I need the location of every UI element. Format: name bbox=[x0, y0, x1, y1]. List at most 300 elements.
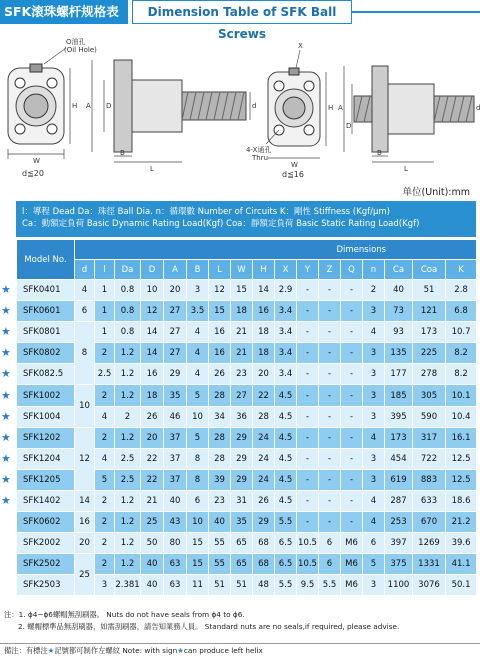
cell-coa: 670 bbox=[413, 512, 446, 533]
cell-z: - bbox=[319, 280, 341, 301]
dimensions-header: Dimensions bbox=[75, 240, 477, 260]
cell-d: 12 bbox=[141, 301, 164, 322]
cell-z: 6 bbox=[319, 533, 341, 554]
col-header-w: W bbox=[231, 260, 253, 280]
cell-n: 3 bbox=[363, 364, 385, 385]
cell-d: 12 bbox=[75, 427, 95, 490]
cell-h: 22 bbox=[253, 385, 275, 406]
cell-y: - bbox=[297, 469, 319, 490]
cell-w: 21 bbox=[231, 343, 253, 364]
cell-w: 21 bbox=[231, 322, 253, 343]
cell-ca: 375 bbox=[385, 554, 413, 575]
cell-y: - bbox=[297, 448, 319, 469]
cell-d: 10 bbox=[141, 280, 164, 301]
right-side-view bbox=[338, 66, 480, 173]
col-header-d: d bbox=[75, 260, 95, 280]
footer-note bbox=[4, 646, 263, 656]
cell-ca: 454 bbox=[385, 448, 413, 469]
cell-coa: 633 bbox=[413, 490, 446, 511]
legend-line-1: l：導程 Dead Da：珠徑 Ball Dia. n：循環數 Number of Circuits K：剛性 Stiffness (Kgf/μm) bbox=[22, 207, 390, 217]
col-header-y: Y bbox=[297, 260, 319, 280]
cell-q: - bbox=[341, 512, 363, 533]
cell-ca: 619 bbox=[385, 469, 413, 490]
cell-k: 2.8 bbox=[446, 280, 477, 301]
model-cell: SFK2503 bbox=[17, 575, 75, 596]
col-header-l: l bbox=[95, 260, 115, 280]
footer-divider bbox=[0, 643, 480, 644]
col-header-q: Q bbox=[341, 260, 363, 280]
cell-a: 63 bbox=[164, 554, 187, 575]
cell-x: 4.5 bbox=[275, 469, 297, 490]
cell-l: 2 bbox=[95, 533, 115, 554]
legend-box bbox=[16, 201, 476, 237]
left-d-limit: d≦20 bbox=[22, 169, 44, 178]
cell-y: - bbox=[297, 406, 319, 427]
cell-a: 20 bbox=[164, 280, 187, 301]
cell-b: 5 bbox=[187, 385, 209, 406]
cell-n: 4 bbox=[363, 490, 385, 511]
left-a-label: A bbox=[86, 102, 91, 110]
cell-y: - bbox=[297, 427, 319, 448]
star-icon: ★ bbox=[1, 409, 11, 423]
cell-x: 4.5 bbox=[275, 385, 297, 406]
cell-n: 3 bbox=[363, 469, 385, 490]
cell-w: 27 bbox=[231, 385, 253, 406]
table-row bbox=[17, 533, 477, 554]
cell-x: 5.5 bbox=[275, 512, 297, 533]
cell-a: 27 bbox=[164, 301, 187, 322]
cell-z: 6 bbox=[319, 554, 341, 575]
star-icon: ★ bbox=[1, 367, 11, 381]
cell-y: 10.5 bbox=[297, 533, 319, 554]
cell-k: 6.8 bbox=[446, 301, 477, 322]
cell-coa: 121 bbox=[413, 301, 446, 322]
star-icon: ★ bbox=[1, 283, 11, 297]
col-header-x: X bbox=[275, 260, 297, 280]
cell-ca: 1100 bbox=[385, 575, 413, 596]
cell-w: 29 bbox=[231, 427, 253, 448]
left-front-view bbox=[8, 37, 97, 178]
cell-coa: 278 bbox=[413, 364, 446, 385]
cell-d: 14 bbox=[75, 490, 95, 511]
cell-d: 50 bbox=[141, 533, 164, 554]
model-cell: SFK0601 bbox=[17, 301, 75, 322]
footer-text-c: can produce left helix bbox=[183, 646, 263, 655]
cell-h: 24 bbox=[253, 448, 275, 469]
cell-l: 15 bbox=[209, 301, 231, 322]
cell-x: 2.9 bbox=[275, 280, 297, 301]
cell-b: 10 bbox=[187, 512, 209, 533]
cell-x: 3.4 bbox=[275, 322, 297, 343]
cell-k: 8.2 bbox=[446, 343, 477, 364]
cell-q: - bbox=[341, 406, 363, 427]
cell-l: 4 bbox=[95, 406, 115, 427]
model-cell: SFK0802 bbox=[17, 343, 75, 364]
table-row bbox=[17, 490, 477, 511]
cell-da: 2.5 bbox=[115, 448, 141, 469]
cell-coa: 3076 bbox=[413, 575, 446, 596]
model-cell: SFK1004 bbox=[17, 406, 75, 427]
cell-d: 14 bbox=[141, 343, 164, 364]
cell-d: 22 bbox=[141, 469, 164, 490]
title-chinese: SFK滚珠螺杆规格表 bbox=[0, 0, 128, 24]
cell-h: 68 bbox=[253, 554, 275, 575]
cell-d: 40 bbox=[141, 575, 164, 596]
drawing-svg bbox=[0, 28, 480, 178]
cell-q: - bbox=[341, 427, 363, 448]
cell-b: 6 bbox=[187, 490, 209, 511]
cell-q: M6 bbox=[341, 575, 363, 596]
footer-text-a: 備注：有標注 bbox=[4, 646, 48, 655]
cell-n: 3 bbox=[363, 448, 385, 469]
cell-q: - bbox=[341, 448, 363, 469]
cell-q: - bbox=[341, 469, 363, 490]
cell-da: 2.381 bbox=[115, 575, 141, 596]
cell-coa: 1269 bbox=[413, 533, 446, 554]
cell-h: 68 bbox=[253, 533, 275, 554]
cell-z: 5.5 bbox=[319, 575, 341, 596]
cell-h: 14 bbox=[253, 280, 275, 301]
right-front-view bbox=[246, 42, 333, 178]
star-icon: ★ bbox=[1, 304, 11, 318]
cell-a: 63 bbox=[164, 575, 187, 596]
cell-n: 2 bbox=[363, 280, 385, 301]
cell-da: 1.2 bbox=[115, 385, 141, 406]
right-a-label: A bbox=[338, 104, 343, 112]
cell-a: 35 bbox=[164, 385, 187, 406]
cell-z: - bbox=[319, 322, 341, 343]
cell-l: 28 bbox=[209, 448, 231, 469]
cell-a: 37 bbox=[164, 469, 187, 490]
col-header-coa: Coa bbox=[413, 260, 446, 280]
table-row bbox=[17, 512, 477, 533]
cell-ca: 177 bbox=[385, 364, 413, 385]
cell-l: 2 bbox=[95, 427, 115, 448]
cell-k: 21.2 bbox=[446, 512, 477, 533]
cell-z: - bbox=[319, 343, 341, 364]
cell-l: 5 bbox=[95, 469, 115, 490]
cell-x: 3.4 bbox=[275, 301, 297, 322]
right-l-label: L bbox=[404, 165, 408, 173]
col-header-da: Da bbox=[115, 260, 141, 280]
cell-ca: 395 bbox=[385, 406, 413, 427]
cell-b: 5 bbox=[187, 427, 209, 448]
col-header-ca: Ca bbox=[385, 260, 413, 280]
cell-w: 65 bbox=[231, 533, 253, 554]
star-icon: ★ bbox=[1, 346, 11, 360]
table-row bbox=[17, 385, 477, 406]
cell-a: 29 bbox=[164, 364, 187, 385]
star-icon: ★ bbox=[1, 325, 11, 339]
cell-x: 4.5 bbox=[275, 406, 297, 427]
cell-coa: 225 bbox=[413, 343, 446, 364]
cell-w: 23 bbox=[231, 364, 253, 385]
cell-ca: 173 bbox=[385, 427, 413, 448]
cell-l: 40 bbox=[209, 512, 231, 533]
cell-y: - bbox=[297, 512, 319, 533]
cell-q: M6 bbox=[341, 554, 363, 575]
table-row bbox=[17, 301, 477, 322]
cell-h: 18 bbox=[253, 322, 275, 343]
cell-n: 4 bbox=[363, 512, 385, 533]
cell-n: 3 bbox=[363, 385, 385, 406]
cell-w: 29 bbox=[231, 469, 253, 490]
cell-k: 8.2 bbox=[446, 364, 477, 385]
cell-w: 31 bbox=[231, 490, 253, 511]
cell-a: 37 bbox=[164, 427, 187, 448]
cell-w: 15 bbox=[231, 280, 253, 301]
technical-drawings bbox=[0, 28, 480, 178]
cell-a: 37 bbox=[164, 448, 187, 469]
cell-x: 6.5 bbox=[275, 533, 297, 554]
cell-w: 36 bbox=[231, 406, 253, 427]
cell-a: 40 bbox=[164, 490, 187, 511]
cell-ca: 397 bbox=[385, 533, 413, 554]
cell-h: 29 bbox=[253, 512, 275, 533]
cell-d: 21 bbox=[141, 490, 164, 511]
page-header bbox=[0, 0, 480, 41]
cell-k: 50.1 bbox=[446, 575, 477, 596]
notes-block bbox=[4, 609, 480, 633]
star-icon: ★ bbox=[1, 493, 11, 507]
cell-n: 6 bbox=[363, 533, 385, 554]
cell-x: 5.5 bbox=[275, 575, 297, 596]
cell-ca: 287 bbox=[385, 490, 413, 511]
model-cell: SFK0801 bbox=[17, 322, 75, 343]
cell-coa: 590 bbox=[413, 406, 446, 427]
col-header-d: D bbox=[141, 260, 164, 280]
col-header-n: n bbox=[363, 260, 385, 280]
cell-b: 4 bbox=[187, 364, 209, 385]
cell-b: 15 bbox=[187, 533, 209, 554]
cell-l: 1 bbox=[95, 301, 115, 322]
left-l-label: L bbox=[150, 165, 154, 173]
cell-k: 12.5 bbox=[446, 469, 477, 490]
cell-q: - bbox=[341, 364, 363, 385]
cell-coa: 51 bbox=[413, 280, 446, 301]
cell-k: 16.1 bbox=[446, 427, 477, 448]
cell-q: - bbox=[341, 490, 363, 511]
cell-d: 25 bbox=[141, 512, 164, 533]
cell-h: 48 bbox=[253, 575, 275, 596]
cell-y: - bbox=[297, 490, 319, 511]
cell-z: - bbox=[319, 512, 341, 533]
cell-da: 1.2 bbox=[115, 533, 141, 554]
cell-da: 1.2 bbox=[115, 343, 141, 364]
cell-b: 11 bbox=[187, 575, 209, 596]
cell-da: 1.2 bbox=[115, 512, 141, 533]
col-header-a: A bbox=[164, 260, 187, 280]
cell-ca: 40 bbox=[385, 280, 413, 301]
cell-k: 18.6 bbox=[446, 490, 477, 511]
cell-k: 10.4 bbox=[446, 406, 477, 427]
cell-l: 28 bbox=[209, 385, 231, 406]
cell-da: 1.2 bbox=[115, 490, 141, 511]
cell-b: 8 bbox=[187, 448, 209, 469]
cell-y: - bbox=[297, 280, 319, 301]
cell-l: 51 bbox=[209, 575, 231, 596]
cell-z: - bbox=[319, 406, 341, 427]
cell-a: 27 bbox=[164, 343, 187, 364]
cell-x: 6.5 bbox=[275, 554, 297, 575]
table-row bbox=[17, 427, 477, 448]
cell-b: 8 bbox=[187, 469, 209, 490]
cell-k: 10.7 bbox=[446, 322, 477, 343]
cell-coa: 722 bbox=[413, 448, 446, 469]
cell-b: 10 bbox=[187, 406, 209, 427]
cell-l: 26 bbox=[209, 364, 231, 385]
right-b-label: B bbox=[377, 149, 382, 157]
cell-q: - bbox=[341, 301, 363, 322]
cell-w: 29 bbox=[231, 448, 253, 469]
cell-q: - bbox=[341, 385, 363, 406]
cell-l: 2 bbox=[95, 385, 115, 406]
cell-y: - bbox=[297, 385, 319, 406]
cell-x: 3.4 bbox=[275, 364, 297, 385]
col-header-h: H bbox=[253, 260, 275, 280]
cell-q: M6 bbox=[341, 533, 363, 554]
table-row bbox=[17, 280, 477, 301]
cell-l: 12 bbox=[209, 280, 231, 301]
note-1: 注：1. ϕ4~ϕ6螺帽無刮刷器。 Nuts do not have seals from ϕ4 to ϕ6. bbox=[4, 610, 245, 619]
model-cell: SFK1402 bbox=[17, 490, 75, 511]
col-header-b: B bbox=[187, 260, 209, 280]
table-row bbox=[17, 322, 477, 343]
header-rule bbox=[352, 11, 480, 13]
cell-x: 4.5 bbox=[275, 490, 297, 511]
cell-coa: 305 bbox=[413, 385, 446, 406]
right-small-d-label: d bbox=[476, 104, 480, 112]
cell-w: 65 bbox=[231, 554, 253, 575]
cell-l: 2 bbox=[95, 343, 115, 364]
cell-z: - bbox=[319, 364, 341, 385]
cell-d: 20 bbox=[141, 427, 164, 448]
model-cell: SFK0401 bbox=[17, 280, 75, 301]
cell-z: - bbox=[319, 469, 341, 490]
cell-d: 4 bbox=[75, 280, 95, 301]
cell-da: 1.2 bbox=[115, 554, 141, 575]
cell-l: 16 bbox=[209, 322, 231, 343]
cell-w: 51 bbox=[231, 575, 253, 596]
cell-y: - bbox=[297, 301, 319, 322]
cell-y: 10.5 bbox=[297, 554, 319, 575]
cell-l: 55 bbox=[209, 533, 231, 554]
cell-a: 80 bbox=[164, 533, 187, 554]
cell-h: 20 bbox=[253, 364, 275, 385]
thru-hole-en-label: Thru bbox=[252, 154, 269, 162]
cell-b: 4 bbox=[187, 343, 209, 364]
cell-l: 3 bbox=[95, 575, 115, 596]
cell-q: - bbox=[341, 322, 363, 343]
cell-d: 40 bbox=[141, 554, 164, 575]
cell-q: - bbox=[341, 343, 363, 364]
right-D-label: D bbox=[346, 122, 352, 130]
unit-label: 单位(Unit):mm bbox=[402, 187, 470, 198]
cell-q: - bbox=[341, 280, 363, 301]
right-x-label: X bbox=[298, 42, 303, 50]
cell-ca: 253 bbox=[385, 512, 413, 533]
cell-d: 14 bbox=[141, 322, 164, 343]
cell-l: 2 bbox=[95, 554, 115, 575]
cell-b: 3.5 bbox=[187, 301, 209, 322]
cell-d: 22 bbox=[141, 448, 164, 469]
cell-l: 2 bbox=[95, 490, 115, 511]
cell-d: 10 bbox=[75, 385, 95, 427]
table-row bbox=[17, 554, 477, 575]
star-icon: ★ bbox=[1, 388, 11, 402]
model-cell: SFK0602 bbox=[17, 512, 75, 533]
cell-a: 27 bbox=[164, 322, 187, 343]
model-cell: SFK2502 bbox=[17, 554, 75, 575]
col-header-z: Z bbox=[319, 260, 341, 280]
model-cell: SFK1202 bbox=[17, 427, 75, 448]
cell-l: 55 bbox=[209, 554, 231, 575]
left-h-label: H bbox=[72, 102, 78, 110]
cell-k: 12.5 bbox=[446, 448, 477, 469]
cell-z: - bbox=[319, 427, 341, 448]
model-cell: SFK082.5 bbox=[17, 364, 75, 385]
cell-w: 35 bbox=[231, 512, 253, 533]
cell-ca: 185 bbox=[385, 385, 413, 406]
cell-l: 2 bbox=[95, 512, 115, 533]
cell-h: 24 bbox=[253, 469, 275, 490]
cell-da: 1.2 bbox=[115, 364, 141, 385]
cell-ca: 135 bbox=[385, 343, 413, 364]
cell-l: 1 bbox=[95, 280, 115, 301]
spec-table bbox=[16, 239, 477, 596]
cell-b: 4 bbox=[187, 322, 209, 343]
model-cell: SFK2002 bbox=[17, 533, 75, 554]
cell-da: 0.8 bbox=[115, 280, 141, 301]
cell-d: 18 bbox=[141, 385, 164, 406]
star-icon: ★ bbox=[1, 430, 11, 444]
left-D-label: D bbox=[106, 102, 112, 110]
star-icon: ★ bbox=[1, 472, 11, 486]
cell-n: 4 bbox=[363, 427, 385, 448]
cell-x: 3.4 bbox=[275, 343, 297, 364]
title-english: Dimension Table of SFK Ball Screws bbox=[132, 0, 352, 24]
cell-l: 2.5 bbox=[95, 364, 115, 385]
left-w-label: W bbox=[33, 157, 40, 165]
cell-h: 18 bbox=[253, 343, 275, 364]
footer-text-b: 記號都可制作左螺紋 Note: with sign bbox=[54, 646, 178, 655]
cell-da: 1.2 bbox=[115, 427, 141, 448]
cell-d: 25 bbox=[75, 554, 95, 596]
left-small-d-label: d bbox=[252, 102, 257, 110]
cell-z: - bbox=[319, 490, 341, 511]
cell-y: - bbox=[297, 343, 319, 364]
oil-hole-en-label: (Oil Hole) bbox=[64, 46, 97, 54]
cell-n: 3 bbox=[363, 343, 385, 364]
left-side-view bbox=[86, 60, 256, 173]
cell-d: 20 bbox=[75, 533, 95, 554]
col-header-l: L bbox=[209, 260, 231, 280]
cell-ca: 73 bbox=[385, 301, 413, 322]
cell-da: 0.8 bbox=[115, 322, 141, 343]
cell-x: 4.5 bbox=[275, 448, 297, 469]
cell-a: 46 bbox=[164, 406, 187, 427]
model-cell: SFK1002 bbox=[17, 385, 75, 406]
cell-n: 3 bbox=[363, 406, 385, 427]
cell-coa: 317 bbox=[413, 427, 446, 448]
col-header-k: K bbox=[446, 260, 477, 280]
cell-h: 24 bbox=[253, 427, 275, 448]
cell-y: - bbox=[297, 364, 319, 385]
cell-k: 41.1 bbox=[446, 554, 477, 575]
cell-k: 39.6 bbox=[446, 533, 477, 554]
cell-z: - bbox=[319, 301, 341, 322]
cell-k: 10.1 bbox=[446, 385, 477, 406]
